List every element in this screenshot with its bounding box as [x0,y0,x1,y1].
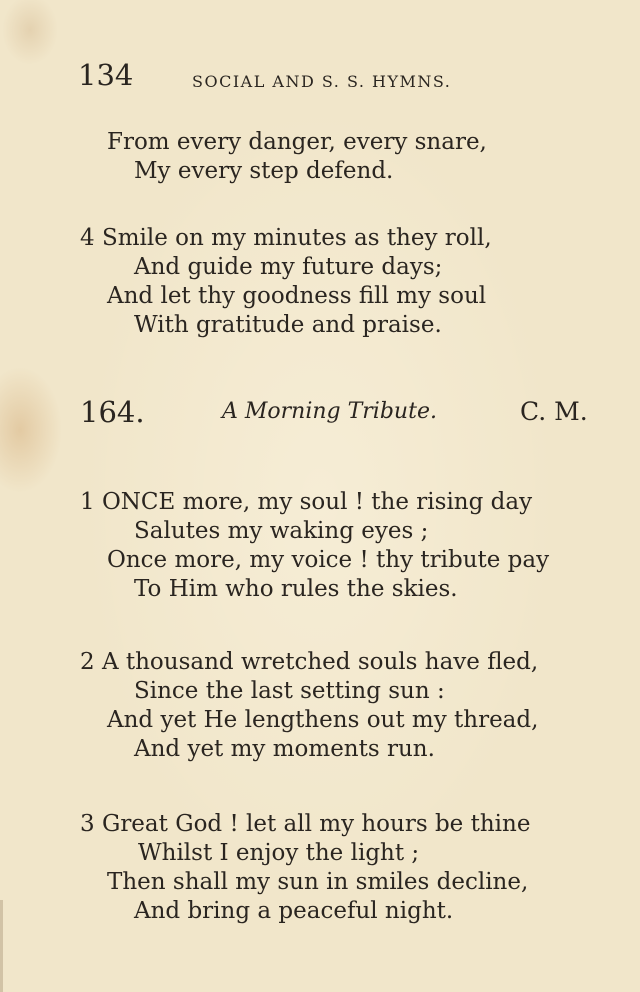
verse-line: And yet my moments run. [134,736,435,762]
page-edge-shadow [0,900,3,992]
verse-line: And guide my future days; [134,254,443,280]
hymn-number: 164. [80,395,145,429]
verse-line: 4 Smile on my minutes as they roll, [80,225,492,251]
verse-line: Whilst I enjoy the light ; [138,840,420,866]
verse-line: 2 A thousand wretched souls have fled, [80,649,539,675]
page-number: 134 [78,58,134,92]
verse-line: To Him who rules the skies. [134,576,458,602]
hymn-title: A Morning Tribute. [222,399,437,424]
verse-line: My every step defend. [134,158,394,184]
verse-line: Since the last setting sun : [134,678,445,704]
page-header [78,58,498,98]
verse-line: With gratitude and praise. [134,312,442,338]
verse-line: And let thy goodness fill my soul [107,283,487,309]
verse-line: Then shall my sun in smiles decline, [107,869,529,895]
hymn-meter: C. M. [520,397,588,426]
verse-line: And yet He lengthens out my thread, [107,707,539,733]
verse-line: 3 Great God ! let all my hours be thine [80,811,531,837]
verse-line: From every danger, every snare, [107,129,487,155]
running-title: SOCIAL AND S. S. HYMNS. [192,72,452,91]
verse-line: Once more, my voice ! thy tribute pay [107,547,550,573]
verse-line: 1 ONCE more, my soul ! the rising day [80,489,533,515]
verse-line: And bring a peaceful night. [134,898,454,924]
verse-line: Salutes my waking eyes ; [134,518,429,544]
